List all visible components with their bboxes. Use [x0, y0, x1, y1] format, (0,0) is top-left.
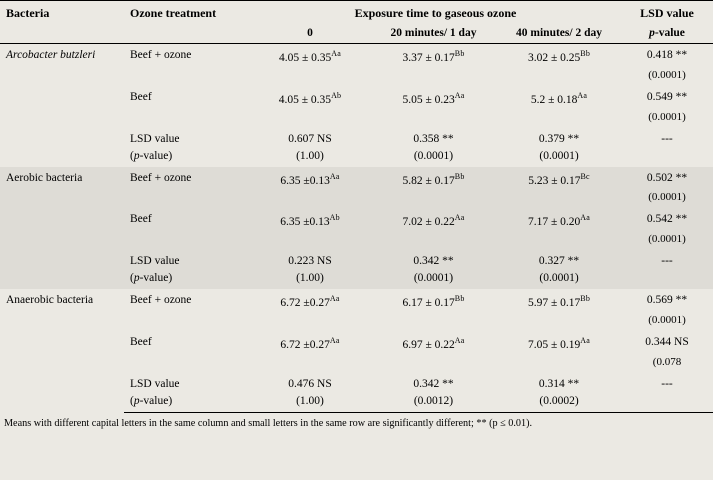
lsd-t40: 0.314 **	[497, 373, 621, 394]
value-t40: $5.2 \pm 0.18^{Aa}$	[497, 86, 621, 110]
header-time-0: 0	[250, 24, 370, 44]
value-lsd-pvalue: (0.0001)	[621, 110, 713, 128]
header-bacteria: Bacteria	[0, 1, 124, 25]
lsd-dash: ---	[621, 250, 713, 271]
treatment-label-blank	[124, 313, 250, 331]
value-t20-blank	[370, 355, 497, 373]
treatment-label: Beef	[124, 208, 250, 232]
lsd-t20: 0.358 **	[370, 128, 497, 149]
value-t40: $5.23 \pm 0.17^{Bc}$	[497, 167, 621, 191]
value-lsd: 0.502 **	[621, 167, 713, 191]
value-t0: $4.05 \pm 0.35^{Ab}$	[250, 86, 370, 110]
header-spacer-2	[124, 24, 250, 44]
value-t40: $7.05 \pm 0.19^{Aa}$	[497, 331, 621, 355]
value-lsd-pvalue: (0.0001)	[621, 190, 713, 208]
lsd-t20: 0.342 **	[370, 250, 497, 271]
pvalue-lsd	[621, 394, 713, 413]
pvalue-lsd	[621, 271, 713, 289]
lsd-t0: 0.607 NS	[250, 128, 370, 149]
value-t40-blank	[497, 68, 621, 86]
value-t20-blank	[370, 313, 497, 331]
lsd-row-label: LSD value	[124, 373, 250, 394]
value-t0-blank	[250, 68, 370, 86]
value-lsd-pvalue: (0.0001)	[621, 68, 713, 86]
pvalue-t20: (0.0001)	[370, 271, 497, 289]
value-t40-blank	[497, 110, 621, 128]
value-t0-blank	[250, 232, 370, 250]
group-arcobacter-butzleri	[0, 44, 713, 167]
pvalue-row-label: (p-value)	[124, 149, 250, 167]
treatment-label-blank	[124, 232, 250, 250]
treatment-label: Beef + ozone	[124, 289, 250, 313]
lsd-t20: 0.342 **	[370, 373, 497, 394]
table-header-row-top	[0, 1, 713, 25]
value-lsd-pvalue: (0.0001)	[621, 232, 713, 250]
lsd-row-label: LSD value	[124, 128, 250, 149]
value-t40-blank	[497, 232, 621, 250]
pvalue-t20: (0.0012)	[370, 394, 497, 413]
lsd-dash: ---	[621, 373, 713, 394]
pvalue-row-label: (p-value)	[124, 271, 250, 289]
table-header-row-sub	[0, 24, 713, 44]
treatment-label-blank	[124, 68, 250, 86]
table-footnote: Means with different capital letters in the same column and small letters in the same row are significantly different; ** (p ≤ 0.01).	[4, 417, 533, 429]
group-name: Arcobacter butzleri	[0, 44, 124, 167]
lsd-t40: 0.327 **	[497, 250, 621, 271]
value-t0: $6.35 \pm 0.13^{Aa}$	[250, 167, 370, 191]
value-lsd-pvalue: (0.078	[621, 355, 713, 373]
value-t0: $4.05 \pm 0.35^{Aa}$	[250, 44, 370, 68]
value-t40: $7.17 \pm 0.20^{Aa}$	[497, 208, 621, 232]
lsd-t0: 0.223 NS	[250, 250, 370, 271]
group-anaerobic-bacteria	[0, 289, 713, 412]
header-lsd-pvalue: p-value	[621, 24, 713, 44]
value-t0-blank	[250, 110, 370, 128]
header-time-20: 20 minutes/ 1 day	[370, 24, 497, 44]
value-t20: $3.37 \pm 0.17^{Bb}$	[370, 44, 497, 68]
lsd-row-label: LSD value	[124, 250, 250, 271]
lsd-t0: 0.476 NS	[250, 373, 370, 394]
header-time-40: 40 minutes/ 2 day	[497, 24, 621, 44]
pvalue-t0: (1.00)	[250, 394, 370, 413]
value-t40: $3.02 \pm 0.25^{Bb}$	[497, 44, 621, 68]
value-lsd: 0.344 NS	[621, 331, 713, 355]
treatment-label: Beef + ozone	[124, 167, 250, 191]
header-spacer-1	[0, 24, 124, 44]
value-t0-blank	[250, 190, 370, 208]
value-t20: $6.17 \pm 0.17^{Bb}$	[370, 289, 497, 313]
value-t0: $6.72 \pm 0.27^{Aa}$	[250, 331, 370, 355]
table-row	[0, 44, 713, 68]
pvalue-t0: (1.00)	[250, 271, 370, 289]
pvalue-t40: (0.0001)	[497, 271, 621, 289]
value-t20-blank	[370, 68, 497, 86]
value-t20: $7.02 \pm 0.22^{Aa}$	[370, 208, 497, 232]
treatment-label-blank	[124, 190, 250, 208]
treatment-label-blank	[124, 110, 250, 128]
value-t20-blank	[370, 190, 497, 208]
value-t20-blank	[370, 110, 497, 128]
pvalue-t40: (0.0001)	[497, 149, 621, 167]
header-exposure-time: Exposure time to gaseous ozone	[250, 1, 621, 25]
value-t0-blank	[250, 313, 370, 331]
table-row	[0, 167, 713, 191]
lsd-dash: ---	[621, 128, 713, 149]
value-t40: $5.97 \pm 0.17^{Bb}$	[497, 289, 621, 313]
pvalue-t20: (0.0001)	[370, 149, 497, 167]
treatment-label: Beef	[124, 86, 250, 110]
value-lsd: 0.569 **	[621, 289, 713, 313]
treatment-label-blank	[124, 355, 250, 373]
value-t0: $6.35 \pm 0.13^{Ab}$	[250, 208, 370, 232]
value-t40-blank	[497, 190, 621, 208]
value-t20: $5.05 \pm 0.23^{Aa}$	[370, 86, 497, 110]
value-lsd-pvalue: (0.0001)	[621, 313, 713, 331]
pvalue-t0: (1.00)	[250, 149, 370, 167]
pvalue-row-label: (p-value)	[124, 394, 250, 413]
group-name: Anaerobic bacteria	[0, 289, 124, 412]
value-t0-blank	[250, 355, 370, 373]
group-aerobic-bacteria	[0, 167, 713, 290]
value-lsd: 0.418 **	[621, 44, 713, 68]
value-t20: $6.97 \pm 0.22^{Aa}$	[370, 331, 497, 355]
value-t20-blank	[370, 232, 497, 250]
value-t40-blank	[497, 355, 621, 373]
value-t40-blank	[497, 313, 621, 331]
lsd-t40: 0.379 **	[497, 128, 621, 149]
treatment-label: Beef	[124, 331, 250, 355]
pvalue-lsd	[621, 149, 713, 167]
treatment-label: Beef + ozone	[124, 44, 250, 68]
value-lsd: 0.549 **	[621, 86, 713, 110]
header-ozone-treatment: Ozone treatment	[124, 1, 250, 25]
group-name: Aerobic bacteria	[0, 167, 124, 290]
value-lsd: 0.542 **	[621, 208, 713, 232]
value-t20: $5.82 \pm 0.17^{Bb}$	[370, 167, 497, 191]
pvalue-t40: (0.0002)	[497, 394, 621, 413]
value-t0: $6.72 \pm 0.27^{Aa}$	[250, 289, 370, 313]
header-lsd-value: LSD value	[621, 1, 713, 25]
table-row	[0, 289, 713, 313]
